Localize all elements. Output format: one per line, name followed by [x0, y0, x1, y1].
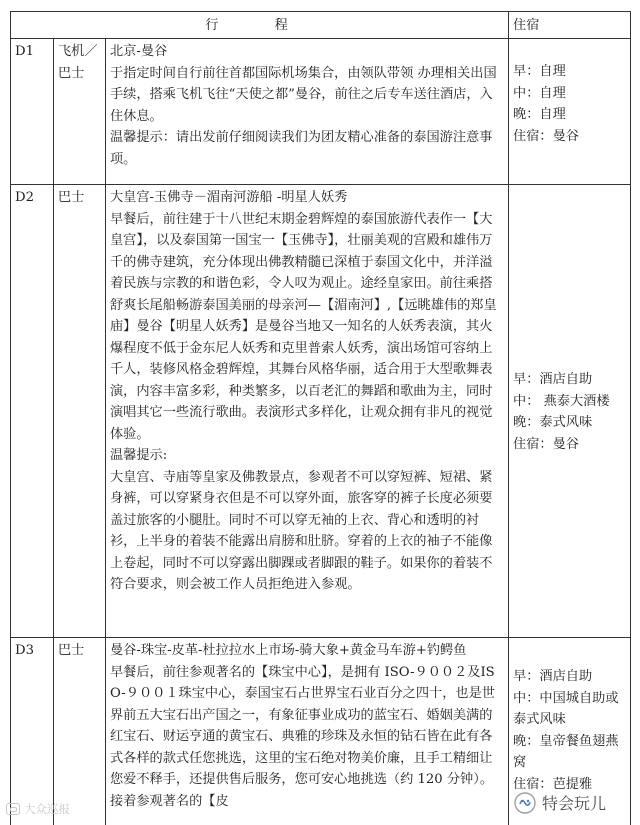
stay-cell: [509, 185, 631, 638]
meal-breakfast: 早：酒店自助: [513, 372, 593, 387]
meal-breakfast: 早：自理: [513, 64, 566, 79]
wechat-logo-icon: [514, 792, 536, 814]
itinerary-paragraph: 早餐后，前往参观著名的【珠宝中心】，是拥有 ISO-９００２及ISO-９００１珠宝中心，泰国宝石占世界宝石业百分之四十，也是世界前五大宝石出产国之一，有象征事业成功的蓝宝石、婚姻美满的红宝石、财运亨通的黄宝石、典雅的珍珠及永恒的钻石皆在此有各式各样的款式任您挑选，这里的宝石绝对物美价廉，且手工精细让您爱不释手，还提供售后服务，您可安心地挑选（约 120 分钟）。接着参观著名的【皮: [110, 664, 495, 809]
itinerary-paragraph: 早餐后，前往建于十八世纪末期金碧辉煌的泰国旅游代表作一【大皇宫】，以及泰国第一国宝一【玉佛寺】，壮丽美观的宫殿和雄伟万千的佛寺建筑，充分体现出佛教精髓已深植于泰国文化中，并洋溢着民族与宗教的和谐色彩，令人叹为观止。途经皇家田。前往乘搭舒爽长尾船畅游泰国美丽的母亲河—【湄南河】,【远眺雄伟的郑皇庙】曼谷【明星人妖秀】是曼谷当地又一知名的人妖秀表演，其火爆程度不低于金东尼人妖秀和克里普索人妖秀，演出场馆可容纳上千人，装修风格金碧辉煌，其舞台风格华丽，适合用于大型歌舞表演，内容丰富多彩，种类繁多，以百老汇的舞蹈和歌曲为主，同时演唱其它一些流行歌曲。表演形式多样化，让观众拥有非凡的视觉体验。: [110, 211, 497, 442]
day-row-d1: [11, 39, 631, 185]
watermark-left-text: 大众巡报: [24, 802, 70, 816]
meal-breakfast: 早：酒店自助: [513, 669, 593, 684]
itinerary-content: [106, 185, 509, 638]
meal-lunch: 中： 燕泰大酒楼: [513, 393, 610, 409]
meal-lunch: 中：中国城自助或泰式风味: [513, 690, 619, 727]
route-title: 北京-曼谷: [110, 44, 168, 59]
day-label: D2: [11, 185, 54, 638]
watermark-right: [514, 791, 606, 814]
meal-dinner: 晚：皇帝餐鱼翅燕窝: [513, 733, 619, 770]
itinerary-table: [10, 11, 631, 825]
transport-label: 飞机／巴士: [54, 39, 106, 185]
meal-dinner: 晚：泰式风味: [513, 415, 593, 430]
watermark-right-text: 特会玩儿: [542, 794, 607, 813]
stay-header: 住宿: [509, 12, 631, 39]
transport-label: 巴士: [54, 638, 106, 825]
watermark-left: [6, 801, 70, 817]
day-row-d2: [11, 185, 631, 638]
meal-dinner: 晚：自理: [513, 107, 566, 122]
itinerary-header: 行 程: [11, 12, 509, 39]
tip-heading: 温馨提示:: [110, 448, 168, 463]
tip-paragraph: 温馨提示：请出发前仔细阅读我们为团友精心准备的泰国游注意事项。: [110, 130, 493, 167]
route-title: 曼谷-珠宝-皮革-杜拉拉水上市场-骑大象+黄金马车游+钓鳄鱼: [110, 643, 467, 658]
accommodation: 住宿：曼谷: [513, 436, 579, 452]
accommodation: 住宿：芭提雅: [513, 776, 593, 792]
itinerary-paragraph: 于指定时间自行前往首都国际机场集合，由领队带领 办理相关出国手续，搭乘飞机飞往“天使之都”曼谷，前往之后专车送往酒店，入住休息。: [110, 65, 497, 124]
accommodation: 住宿：曼谷: [513, 128, 579, 144]
day-label: D1: [11, 39, 54, 185]
itinerary-content: [106, 638, 509, 825]
itinerary-content: [106, 39, 509, 185]
route-title: 大皇宫-玉佛寺－湄南河游船 -明星人妖秀: [110, 190, 348, 205]
stay-cell: [509, 39, 631, 185]
transport-label: 巴士: [54, 185, 106, 638]
meal-lunch: 中：自理: [513, 85, 566, 101]
table-header-row: [11, 12, 631, 39]
day-label: D3: [11, 638, 54, 825]
camera-icon: [6, 803, 20, 815]
tip-paragraph: 大皇宫、寺庙等皇家及佛教景点，参观者不可以穿短裤、短裙、紧身裤，可以穿紧身衣但是不可以穿外面，旅客穿的裤子长度必须要盖过旅客的小腿肚。同时不可以穿无袖的上衣、背心和透明的衬衫，上半身的着装不能露出肩膀和肚脐。穿着的上衣的袖子不能像上卷起，同时不可以穿露出脚踝或者脚跟的鞋子。如果你的着装不符合要求，则会被工作人员拒绝进入参观。: [110, 469, 493, 592]
